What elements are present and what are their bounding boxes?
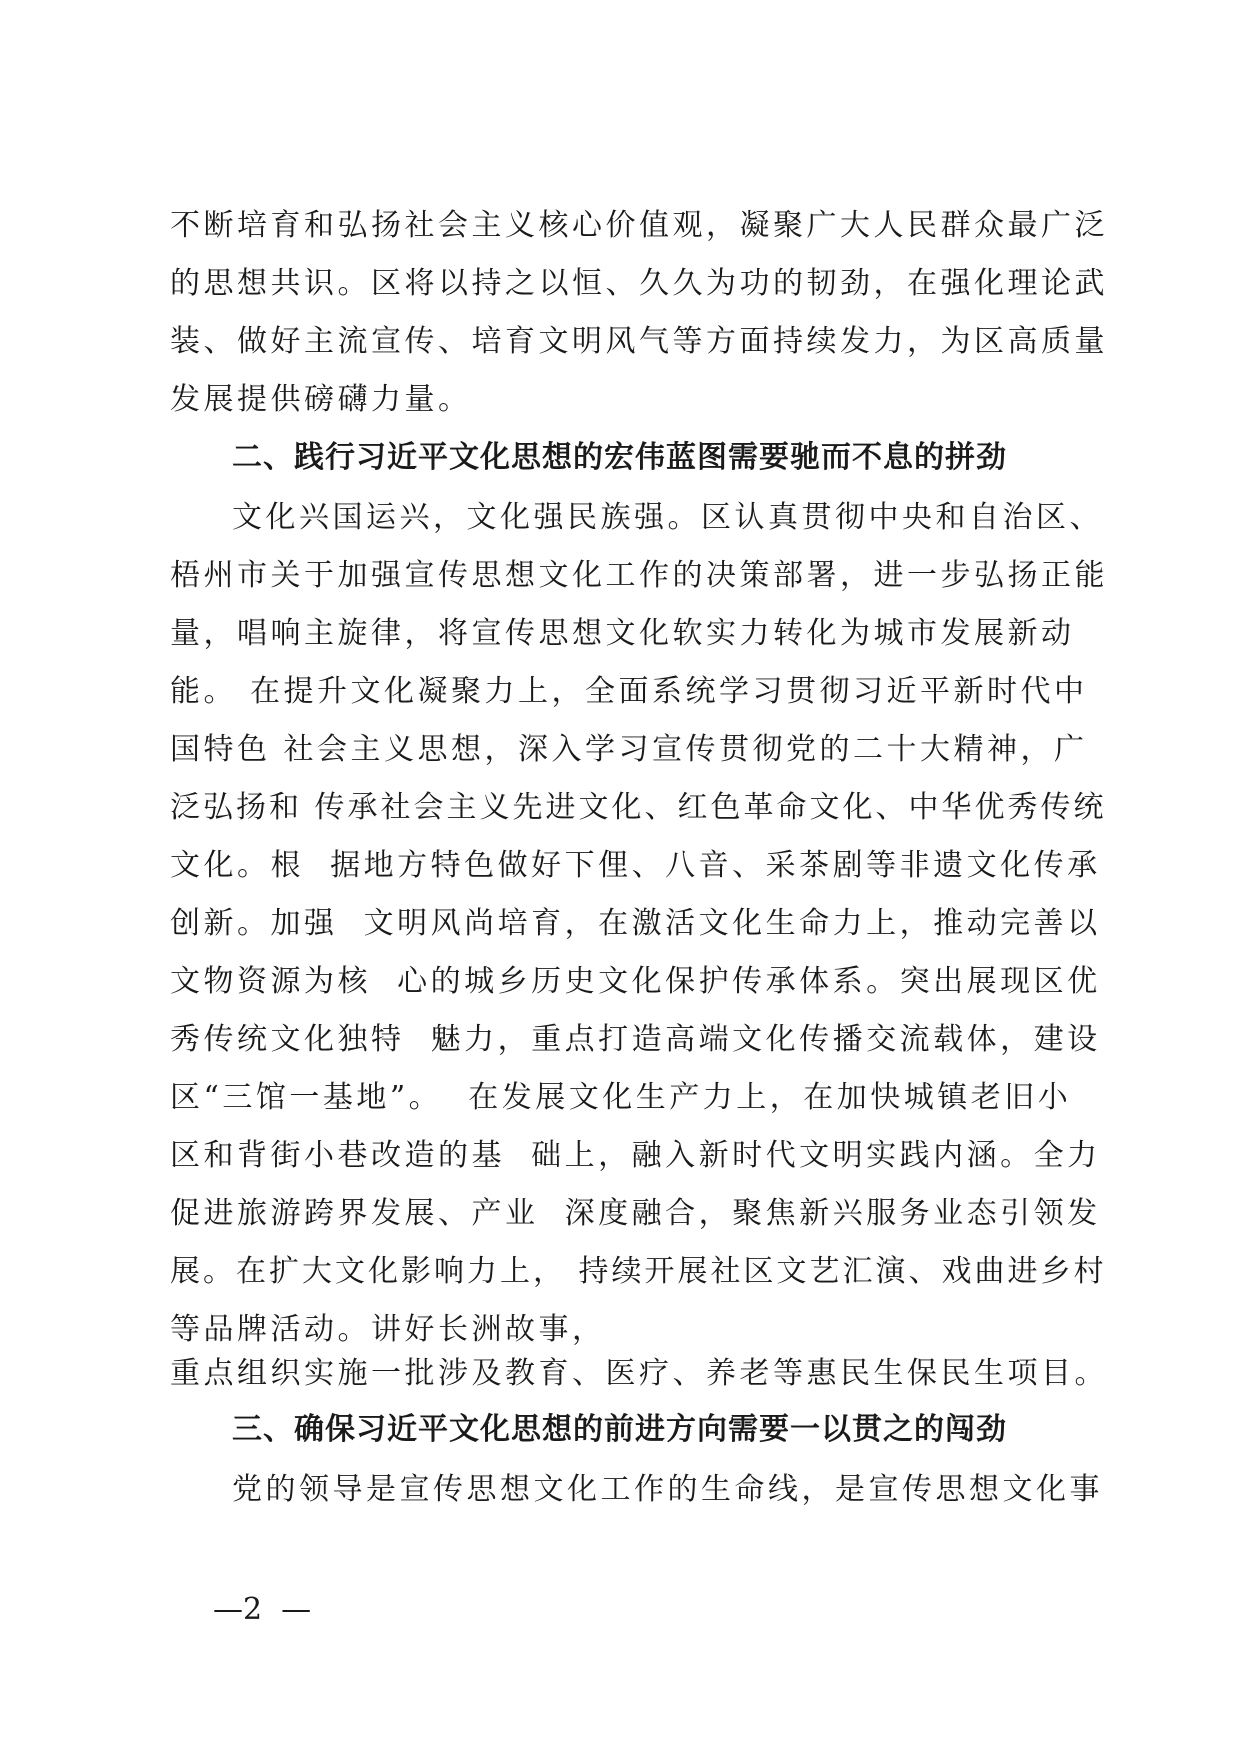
paragraph-line: 创新。加强 文明风尚培育，在激活文化生命力上，推动完善以 — [170, 906, 1101, 941]
paragraph-line: 梧州市关于加强宣传思想文化工作的决策部署，进一步弘扬正能 — [170, 558, 1108, 593]
paragraph-line: 发展提供磅礴力量。 — [170, 382, 472, 417]
paragraph-line: 量，唱响主旋律，将宣传思想文化软实力转化为城市发展新动 — [170, 616, 1075, 651]
paragraph-line: 区“三馆一基地”。 在发展文化生产力上，在加快城镇老旧小 — [170, 1080, 1072, 1115]
paragraph-line: 泛弘扬和 传承社会主义先进文化、红色革命文化、中华优秀传统 — [170, 790, 1107, 825]
paragraph-line: 秀传统文化独特 魅力，重点打造高端文化传播交流载体，建设 — [170, 1022, 1101, 1057]
paragraph-line: 国特色 社会主义思想，深入学习宣传贯彻党的二十大精神，广 — [170, 732, 1088, 767]
page-number: —2 — — [213, 1592, 312, 1627]
paragraph-line: 装、做好主流宣传、培育文明风气等方面持续发力，为区高质量 — [170, 324, 1108, 359]
paragraph-line: 文化。根 据地方特色做好下俚、八音、采茶剧等非遗文化传承 — [170, 848, 1101, 883]
paragraph-line: 重点组织实施一批涉及教育、医疗、养老等惠民生保民生项目。 — [170, 1356, 1108, 1391]
paragraph-line: 文化兴国运兴，文化强民族强。区认真贯彻中央和自治区、 — [232, 500, 1103, 535]
paragraph-line: 能。 在提升文化凝聚力上，全面系统学习贯彻习近平新时代中 — [170, 674, 1088, 709]
paragraph-line: 区和背街小巷改造的基 础上，融入新时代文明实践内涵。全力 — [170, 1138, 1101, 1173]
section-heading-2: 二、践行习近平文化思想的宏伟蓝图需要驰而不息的拼劲 — [232, 440, 1007, 475]
paragraph-line: 等品牌活动。讲好长洲故事， — [170, 1312, 606, 1347]
paragraph-line: 不断培育和弘扬社会主义核心价值观，凝聚广大人民群众最广泛 — [170, 208, 1108, 243]
section-heading-3: 三、确保习近平文化思想的前进方向需要一以贯之的闯劲 — [232, 1412, 1007, 1447]
paragraph-line: 展。在扩大文化影响力上， 持续开展社区文艺汇演、戏曲进乡村 — [170, 1254, 1107, 1289]
paragraph-line: 的思想共识。区将以持之以恒、久久为功的韧劲，在强化理论武 — [170, 266, 1108, 301]
paragraph-line: 党的领导是宣传思想文化工作的生命线，是宣传思想文化事 — [232, 1472, 1103, 1507]
paragraph-line: 文物资源为核 心的城乡历史文化保护传承体系。突出展现区优 — [170, 964, 1101, 999]
paragraph-line: 促进旅游跨界发展、产业 深度融合，聚焦新兴服务业态引领发 — [170, 1196, 1101, 1231]
